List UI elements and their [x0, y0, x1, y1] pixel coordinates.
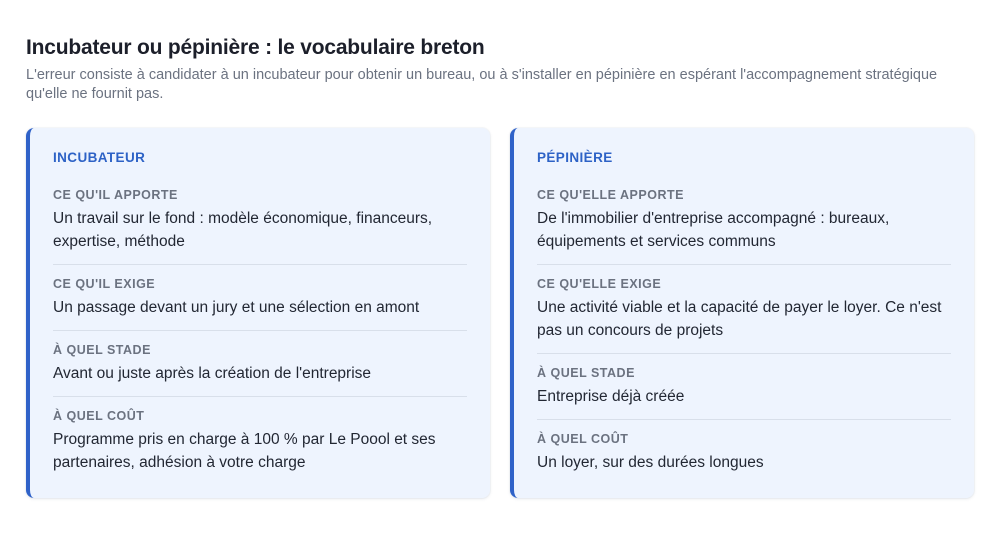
card-section [537, 431, 951, 474]
card-section [537, 187, 951, 265]
section-text: De l'immobilier d'entreprise accompagné : bureaux, équipements et services communs [537, 210, 890, 250]
section-text: Un travail sur le fond : modèle économique, financeurs, expertise, méthode [53, 210, 433, 250]
card-pepiniere [510, 128, 974, 498]
section-text: Un passage devant un jury et une sélection en amont [53, 299, 420, 316]
page-subtitle: L'erreur consiste à candidater à un incubateur pour obtenir un bureau, ou à s'installer en pépinière en espérant l'accompagnement stratégique qu'elle ne fournit pas. [26, 67, 938, 102]
section-label: CE QU'ELLE EXIGE [537, 277, 662, 291]
card-section [537, 365, 951, 420]
section-text: Entreprise déjà créée [537, 388, 685, 405]
card-heading: INCUBATEUR [53, 150, 146, 165]
section-label: À QUEL STADE [537, 366, 635, 380]
section-text: Avant ou juste après la création de l'entreprise [53, 365, 372, 382]
page-title: Incubateur ou pépinière : le vocabulaire breton [26, 36, 485, 59]
card-section [53, 187, 467, 265]
section-label: À QUEL COÛT [53, 409, 145, 423]
section-text: Une activité viable et la capacité de payer le loyer. Ce n'est pas un concours de projets [537, 299, 942, 339]
section-label: À QUEL COÛT [537, 432, 629, 446]
card-heading: PÉPINIÈRE [537, 150, 613, 165]
card-section [537, 276, 951, 354]
comparison-cards [26, 128, 974, 498]
card-section [53, 276, 467, 331]
card-section [53, 408, 467, 474]
section-text: Programme pris en charge à 100 % par Le Poool et ses partenaires, adhésion à votre charge [53, 431, 436, 471]
section-label: CE QU'ELLE APPORTE [537, 188, 684, 202]
card-section [53, 342, 467, 397]
section-label: À QUEL STADE [53, 343, 151, 357]
section-text: Un loyer, sur des durées longues [537, 454, 764, 471]
section-label: CE QU'IL EXIGE [53, 277, 156, 291]
card-incubateur [26, 128, 490, 498]
section-label: CE QU'IL APPORTE [53, 188, 178, 202]
